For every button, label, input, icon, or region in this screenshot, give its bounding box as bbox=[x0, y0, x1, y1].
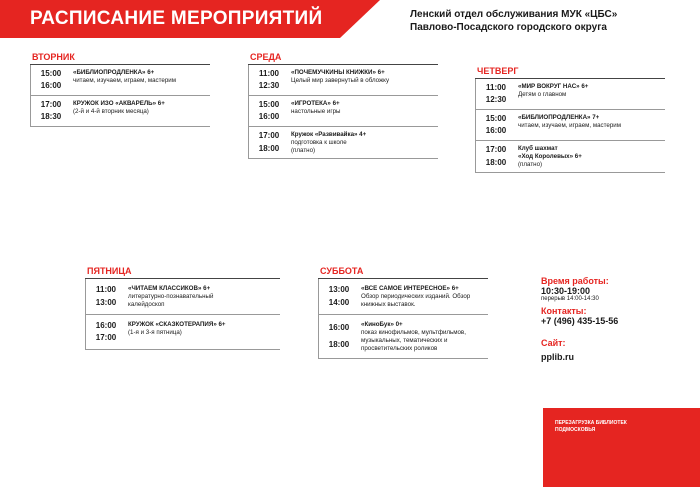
event-desc-3: просветительских роликов bbox=[361, 345, 438, 352]
contact-info bbox=[541, 276, 691, 365]
event-name: КРУЖОК ИЗО «АКВАРЕЛЬ» 6+ bbox=[73, 100, 165, 107]
start-time: 17:00 bbox=[258, 131, 280, 141]
event-desc: подготовка к школе bbox=[291, 139, 347, 146]
footer-line-2: ПОДМОСКОВЬЯ bbox=[555, 427, 596, 433]
event-row bbox=[30, 96, 210, 127]
event-row bbox=[248, 96, 438, 127]
end-time: 18:30 bbox=[40, 112, 62, 121]
day-wednesday bbox=[248, 52, 438, 159]
event-row bbox=[85, 315, 280, 350]
event-desc-2: книжных выставок. bbox=[361, 301, 416, 308]
event-name: «БИБЛИОПРОДЛЕНКА» 6+ bbox=[73, 69, 155, 76]
start-time: 17:00 bbox=[485, 145, 507, 155]
event-desc: настольные игры bbox=[291, 108, 341, 115]
start-time: 11:00 bbox=[485, 83, 507, 92]
event-desc: литературно-познавательный bbox=[128, 293, 214, 300]
event-name: «ВСЕ САМОЕ ИНТЕРЕСНОЕ» 6+ bbox=[361, 285, 459, 292]
start-time: 16:00 bbox=[95, 321, 117, 330]
end-time: 18:00 bbox=[328, 339, 350, 349]
start-time: 15:00 bbox=[485, 114, 507, 123]
start-time: 11:00 bbox=[258, 69, 280, 78]
event-row bbox=[318, 279, 488, 315]
footer-banner bbox=[543, 408, 700, 487]
event-name: «ПОЧЕМУЧКИНЫ КНИЖКИ» 6+ bbox=[291, 69, 385, 76]
break-value: перерыв 14:00-14:30 bbox=[541, 296, 599, 302]
end-time: 16:00 bbox=[485, 126, 507, 135]
end-time: 18:00 bbox=[258, 143, 280, 153]
event-name-2: «Ход Королевых» 6+ bbox=[518, 153, 582, 160]
day-title: ПЯТНИЦА bbox=[87, 266, 132, 276]
event-desc: показ кинофильмов, мультфильмов, bbox=[361, 329, 466, 336]
day-tuesday bbox=[30, 52, 210, 127]
event-desc-2: калейдоскоп bbox=[128, 301, 165, 308]
day-title: ЧЕТВЕРГ bbox=[477, 66, 519, 76]
event-desc-2: (платно) bbox=[291, 147, 316, 154]
event-name: «МИР ВОКРУГ НАС» 6+ bbox=[518, 83, 589, 90]
day-friday bbox=[85, 266, 280, 350]
end-time: 16:00 bbox=[258, 112, 280, 121]
end-time: 17:00 bbox=[95, 333, 117, 342]
event-row bbox=[475, 79, 665, 110]
event-desc: Целый мир завернутый в обложку bbox=[291, 77, 390, 84]
event-name: КРУЖОК «СКАЗКОТЕРАПИЯ» 6+ bbox=[128, 321, 226, 328]
event-desc: читаем, изучаем, играем, мастерим bbox=[518, 122, 622, 129]
event-row bbox=[248, 65, 438, 96]
event-name: «ИГРОТЕКА» 6+ bbox=[291, 100, 340, 107]
start-time: 15:00 bbox=[258, 100, 280, 109]
end-time: 12:30 bbox=[485, 95, 507, 104]
start-time: 15:00 bbox=[40, 69, 62, 78]
hours-value: 10:30-19:00 bbox=[541, 286, 591, 296]
start-time: 16:00 bbox=[328, 323, 350, 333]
event-name: Клуб шахмат bbox=[518, 145, 558, 152]
event-name: «КиноБук» 0+ bbox=[361, 321, 403, 328]
event-desc: читаем, изучаем, играем, мастерим bbox=[73, 77, 177, 84]
event-desc: (платно) bbox=[518, 161, 543, 168]
event-row bbox=[475, 110, 665, 141]
event-row bbox=[30, 65, 210, 96]
contacts-label: Контакты: bbox=[541, 306, 587, 316]
hours-label: Время работы: bbox=[541, 276, 609, 286]
start-time: 11:00 bbox=[95, 285, 117, 295]
start-time: 17:00 bbox=[40, 100, 62, 109]
event-desc: (2-й и 4-й вторник месяца) bbox=[73, 108, 149, 115]
org-line-2: Павлово-Посадского городского округа bbox=[410, 22, 607, 33]
event-name: «БИБЛИОПРОДЛЕНКА» 7+ bbox=[518, 114, 600, 121]
end-time: 12:30 bbox=[258, 81, 280, 90]
phone-number[interactable]: +7 (496) 435-15-56 bbox=[541, 316, 619, 326]
day-title: СУББОТА bbox=[320, 266, 364, 276]
site-link[interactable]: pplib.ru bbox=[541, 352, 574, 362]
org-name bbox=[410, 8, 617, 34]
end-time: 18:00 bbox=[485, 157, 507, 167]
day-title: СРЕДА bbox=[250, 52, 282, 62]
day-saturday bbox=[318, 266, 488, 359]
event-row bbox=[248, 127, 438, 159]
event-desc: Обзор периодических изданий. Обзор bbox=[361, 293, 471, 300]
footer-line-1: ПЕРЕЗАГРУЗКА БИБЛИОТЕК bbox=[555, 420, 627, 426]
footer-text bbox=[555, 420, 635, 434]
event-name: Кружок «Развивайка» 4+ bbox=[291, 131, 367, 138]
event-row bbox=[318, 315, 488, 359]
event-desc: (1-я и 3-я пятница) bbox=[128, 329, 182, 336]
day-title: ВТОРНИК bbox=[32, 52, 75, 62]
day-thursday bbox=[475, 66, 665, 173]
event-row bbox=[475, 141, 665, 173]
event-name: «ЧИТАЕМ КЛАССИКОВ» 6+ bbox=[128, 285, 211, 292]
event-desc-2: музыкальных, тематических и bbox=[361, 337, 448, 344]
end-time: 13:00 bbox=[95, 297, 117, 307]
event-desc: Детям о главном bbox=[518, 91, 567, 98]
site-label: Сайт: bbox=[541, 338, 566, 348]
org-line-1: Ленский отдел обслуживания МУК «ЦБС» bbox=[410, 9, 618, 20]
event-row bbox=[85, 279, 280, 315]
end-time: 16:00 bbox=[40, 81, 62, 90]
page-title: РАСПИСАНИЕ МЕРОПРИЯТИЙ bbox=[30, 8, 323, 29]
end-time: 14:00 bbox=[328, 297, 350, 307]
start-time: 13:00 bbox=[328, 285, 350, 295]
